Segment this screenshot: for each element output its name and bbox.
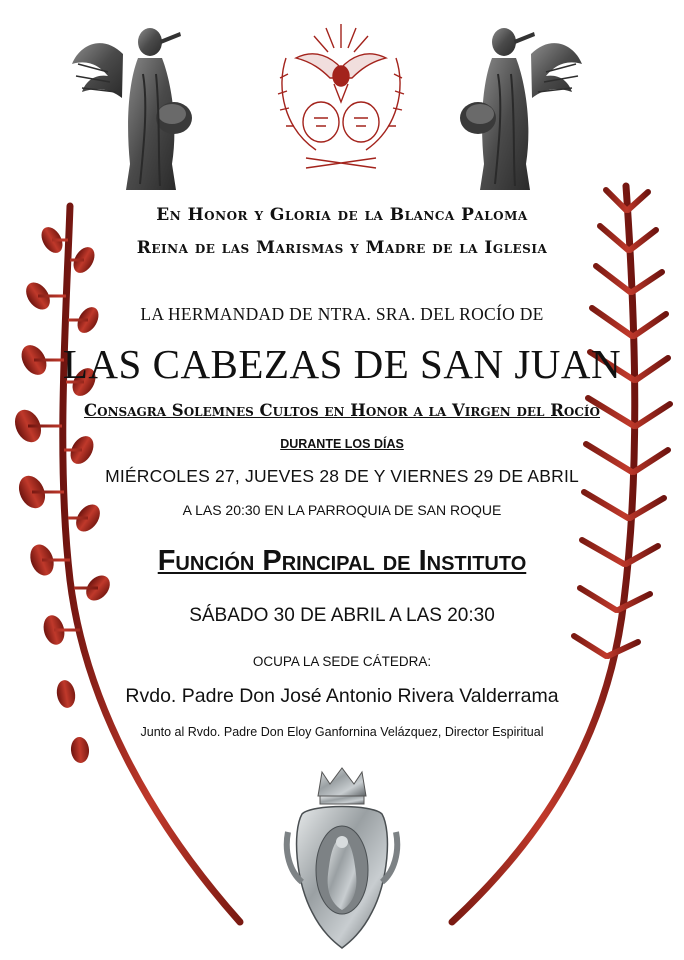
sabado-line: SÁBADO 30 DE ABRIL A LAS 20:30 [189, 605, 495, 626]
header-line-1: En Honor y Gloria de la Blanca Paloma [156, 205, 528, 225]
consagra-line: Consagra Solemnes Cultos en Honor a la Virgen del Rocío [83, 401, 601, 420]
header-line-2: Reina de las Marismas y Madre de la Iglesia [136, 238, 548, 258]
ocupa-label: OCUPA LA SEDE CÁTEDRA: [252, 654, 432, 669]
junto-line: Junto al Rvdo. Padre Don Eloy Ganfornina Velázquez, Director Espiritual [140, 725, 544, 739]
durante-label: DURANTE LOS DÍAS [280, 437, 404, 451]
medal-icon [282, 762, 402, 952]
brotherhood-line: LA HERMANDAD DE NTRA. SRA. DEL ROCÍO DE [140, 304, 544, 324]
town-title: LAS CABEZAS DE SAN JUAN [62, 341, 622, 387]
dates-line: MIÉRCOLES 27, JUEVES 28 DE Y VIERNES 29 DE ABRIL [105, 466, 579, 486]
time-place-line: A LAS 20:30 EN LA PARROQUIA DE SAN ROQUE [182, 502, 502, 518]
padre-name: Rvdo. Padre Don José Antonio Rivera Valderrama [125, 685, 559, 707]
dove-emblem-icon [266, 18, 416, 176]
angel-left-icon [68, 14, 198, 192]
angel-right-icon [456, 14, 586, 192]
funcion-title: Función Principal de Instituto [157, 545, 527, 577]
